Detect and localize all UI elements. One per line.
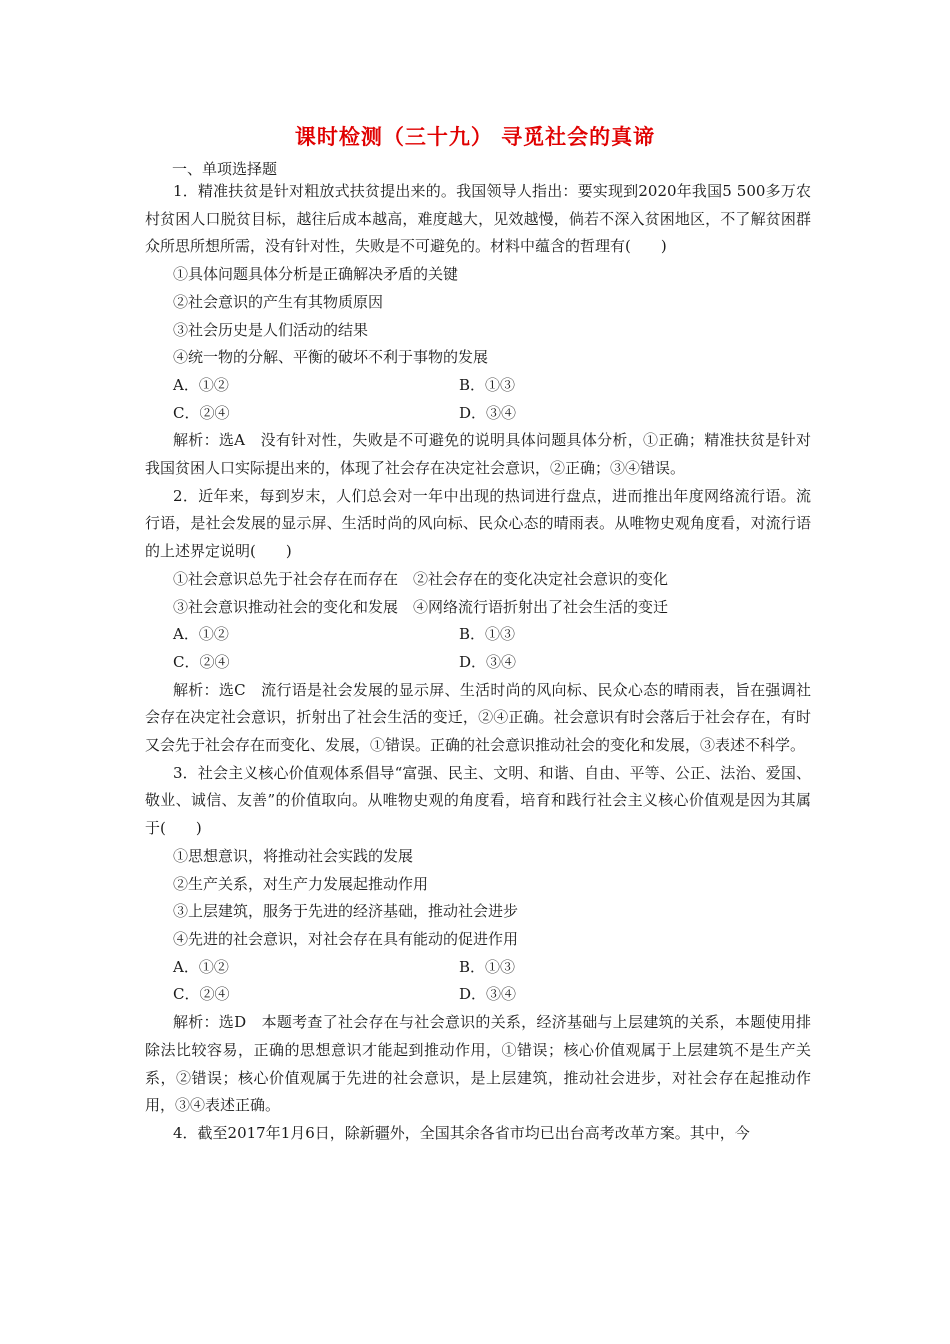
question-2 bbox=[145, 483, 811, 760]
choice-a: A．①② bbox=[173, 625, 229, 644]
choice-row bbox=[145, 621, 811, 649]
question-stem: 4．截至2017年1月6日，除新疆外，全国其余各省市均已出台高考改革方案。其中，今 bbox=[173, 1123, 750, 1142]
question-4 bbox=[145, 1120, 811, 1148]
option-line: ③社会意识推动社会的变化和发展 ④网络流行语折射出了社会生活的变迁 bbox=[173, 597, 669, 616]
choice-d: D．③④ bbox=[459, 403, 517, 422]
answer-analysis: 解析：选C 流行语是社会发展的显示屏、生活时尚的风向标、民众心态的晴雨表，旨在强调社会存在决定社会意识，折射出了社会生活的变迁，②④正确。社会意识有时会落后于社会存在，有时又会先于社会存在而变化、发展，①错误。正确的社会意识推动社会的变化和发展，③表述不科学。 bbox=[145, 680, 811, 755]
question-stem: 2．近年来，每到岁末，人们总会对一年中出现的热词进行盘点，进而推出年度网络流行语。流行语，是社会发展的显示屏、生活时尚的风向标、民众心态的晴雨表。从唯物史观角度看，对流行语的上述界定说明( ) bbox=[145, 486, 811, 561]
choice-row bbox=[145, 981, 811, 1009]
option-line: ③社会历史是人们活动的结果 bbox=[173, 320, 369, 339]
page-title: 课时检测（三十九） 寻觅社会的真谛 bbox=[294, 124, 656, 149]
option-line: ④统一物的分解、平衡的破坏不利于事物的发展 bbox=[173, 348, 489, 367]
questions-body bbox=[145, 178, 811, 1148]
choice-c: C．②④ bbox=[173, 403, 230, 422]
answer-analysis: 解析：选D 本题考查了社会存在与社会意识的关系，经济基础与上层建筑的关系，本题使用排除法比较容易，正确的思想意识才能起到推动作用，①错误；核心价值观属于上层建筑不是生产关系，②错误；核心价值观属于先进的社会意识，是上层建筑，推动社会进步，对社会存在起推动作用，③④表述正确。 bbox=[145, 1013, 811, 1115]
question-stem: 1．精准扶贫是针对粗放式扶贫提出来的。我国领导人指出：要实现到2020年我国5 500多万农村贫困人口脱贫目标，越往后成本越高，难度越大，见效越慢，倘若不深入贫困地区，不了解贫困群众所思所想所需，没有针对性，失败是不可避免的。材料中蕴含的哲理有( ) bbox=[145, 182, 811, 256]
choice-d: D．③④ bbox=[459, 652, 517, 671]
choice-row bbox=[145, 649, 811, 677]
option-line: ④先进的社会意识，对社会存在具有能动的促进作用 bbox=[173, 929, 519, 948]
section-heading: 一、单项选择题 bbox=[172, 160, 278, 178]
option-line: ①社会意识总先于社会存在而存在 ②社会存在的变化决定社会意识的变化 bbox=[173, 569, 669, 588]
choice-c: C．②④ bbox=[173, 652, 230, 671]
choice-row bbox=[145, 954, 811, 982]
choice-d: D．③④ bbox=[459, 985, 517, 1004]
choice-b: B．①③ bbox=[459, 957, 516, 976]
choice-c: C．②④ bbox=[173, 985, 230, 1004]
question-stem: 3．社会主义核心价值观体系倡导“富强、民主、文明、和谐、自由、平等、公正、法治、爱国、敬业、诚信、友善”的价值取向。从唯物史观的角度看，培育和践行社会主义核心价值观是因为其属于( ) bbox=[145, 763, 811, 838]
choice-row bbox=[145, 372, 811, 400]
option-line: ①思想意识，将推动社会实践的发展 bbox=[173, 846, 414, 865]
choice-a: A．①② bbox=[173, 957, 229, 976]
option-line: ①具体问题具体分析是正确解决矛盾的关键 bbox=[173, 265, 459, 284]
option-line: ②生产关系，对生产力发展起推动作用 bbox=[173, 874, 429, 893]
choice-row bbox=[145, 400, 811, 428]
choice-b: B．①③ bbox=[459, 625, 516, 644]
choice-b: B．①③ bbox=[459, 375, 516, 394]
answer-analysis: 解析：选A 没有针对性，失败是不可避免的说明具体问题具体分析，①正确；精准扶贫是针对我国贫困人口实际提出来的，体现了社会存在决定社会意识，②正确；③④错误。 bbox=[145, 431, 811, 478]
question-1 bbox=[145, 178, 811, 483]
choice-a: A．①② bbox=[173, 375, 229, 394]
question-3 bbox=[145, 760, 811, 1120]
option-line: ③上层建筑，服务于先进的经济基础，推动社会进步 bbox=[173, 902, 519, 921]
option-line: ②社会意识的产生有其物质原因 bbox=[173, 292, 384, 311]
